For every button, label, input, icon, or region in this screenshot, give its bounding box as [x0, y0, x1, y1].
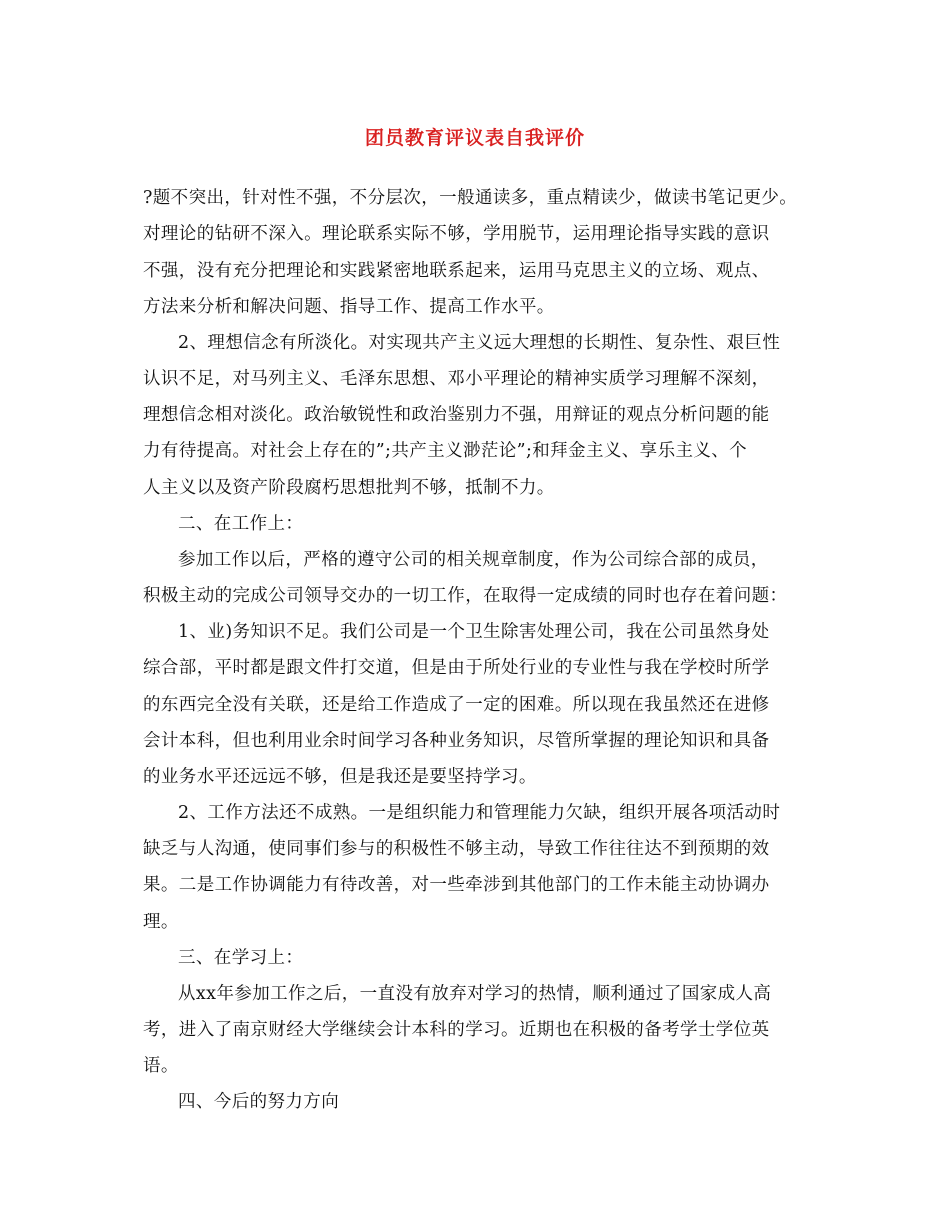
text-line: 语。	[143, 1056, 179, 1076]
document-title: 团员教育评议表自我评价	[364, 127, 585, 149]
text-line: 考，进入了南京财经大学继续会计本科的学习。近期也在积极的备考学士学位英	[143, 1020, 770, 1040]
text-line: 会计本科，但也利用业余时间学习各种业务知识，尽管所掌握的理论知识和具备	[143, 731, 770, 751]
text-line: 理想信念相对淡化。政治敏锐性和政治鉴别力不强，用辩证的观点分析问题的能	[143, 405, 770, 425]
text-line: 的东西完全没有关联，还是给工作造成了一定的困难。所以现在我虽然还在进修	[143, 695, 770, 715]
text-line: 参加工作以后，严格的遵守公司的相关规章制度，作为公司综合部的成员，	[178, 550, 769, 570]
text-line: 方法来分析和解决问题、指导工作、提高工作水平。	[143, 297, 555, 317]
section-heading: 四、今后的努力方向	[178, 1092, 340, 1112]
text-line: 缺乏与人沟通，使同事们参与的积极性不够主动，导致工作往往达不到预期的效	[143, 839, 770, 859]
text-line: 理。	[143, 912, 179, 932]
text-line: 2、理想信念有所淡化。对实现共产主义远大理想的长期性、复杂性、艰巨性	[178, 333, 781, 353]
text-line: 对理论的钻研不深入。理论联系实际不够，学用脱节，运用理论指导实践的意识	[143, 224, 770, 244]
section-heading: 二、在工作上：	[178, 514, 304, 534]
text-line: 不强，没有充分把理论和实践紧密地联系起来，运用马克思主义的立场、观点、	[143, 261, 770, 281]
text-line: 积极主动的完成公司领导交办的一切工作，在取得一定成绩的同时也存在着问题：	[143, 586, 788, 606]
text-line: 果。二是工作协调能力有待改善，对一些牵涉到其他部门的工作未能主动协调办	[143, 875, 770, 895]
text-line: 的业务水平还远远不够，但是我还是要坚持学习。	[143, 767, 537, 787]
text-line: 力有待提高。对社会上存在的”;共产主义渺茫论”;和拜金主义、享乐主义、个	[143, 441, 748, 461]
text-line: 认识不足，对马列主义、毛泽东思想、邓小平理论的精神实质学习理解不深刻，	[143, 369, 770, 389]
text-line: 2、工作方法还不成熟。一是组织能力和管理能力欠缺，组织开展各项活动时	[178, 803, 781, 823]
text-line: 综合部，平时都是跟文件打交道，但是由于所处行业的专业性与我在学校时所学	[143, 658, 770, 678]
section-heading: 三、在学习上：	[178, 948, 304, 968]
text-line: ?题不突出，针对性不强，不分层次，一般通读多，重点精读少，做读书笔记更少。	[143, 188, 798, 208]
text-line: 1、业)务知识不足。我们公司是一个卫生除害处理公司，我在公司虽然身处	[178, 622, 770, 642]
text-line: 从xx年参加工作之后，一直没有放弃对学习的热情，顺利通过了国家成人高	[178, 984, 772, 1004]
text-line: 人主义以及资产阶段腐朽思想批判不够，抵制不力。	[143, 478, 555, 498]
